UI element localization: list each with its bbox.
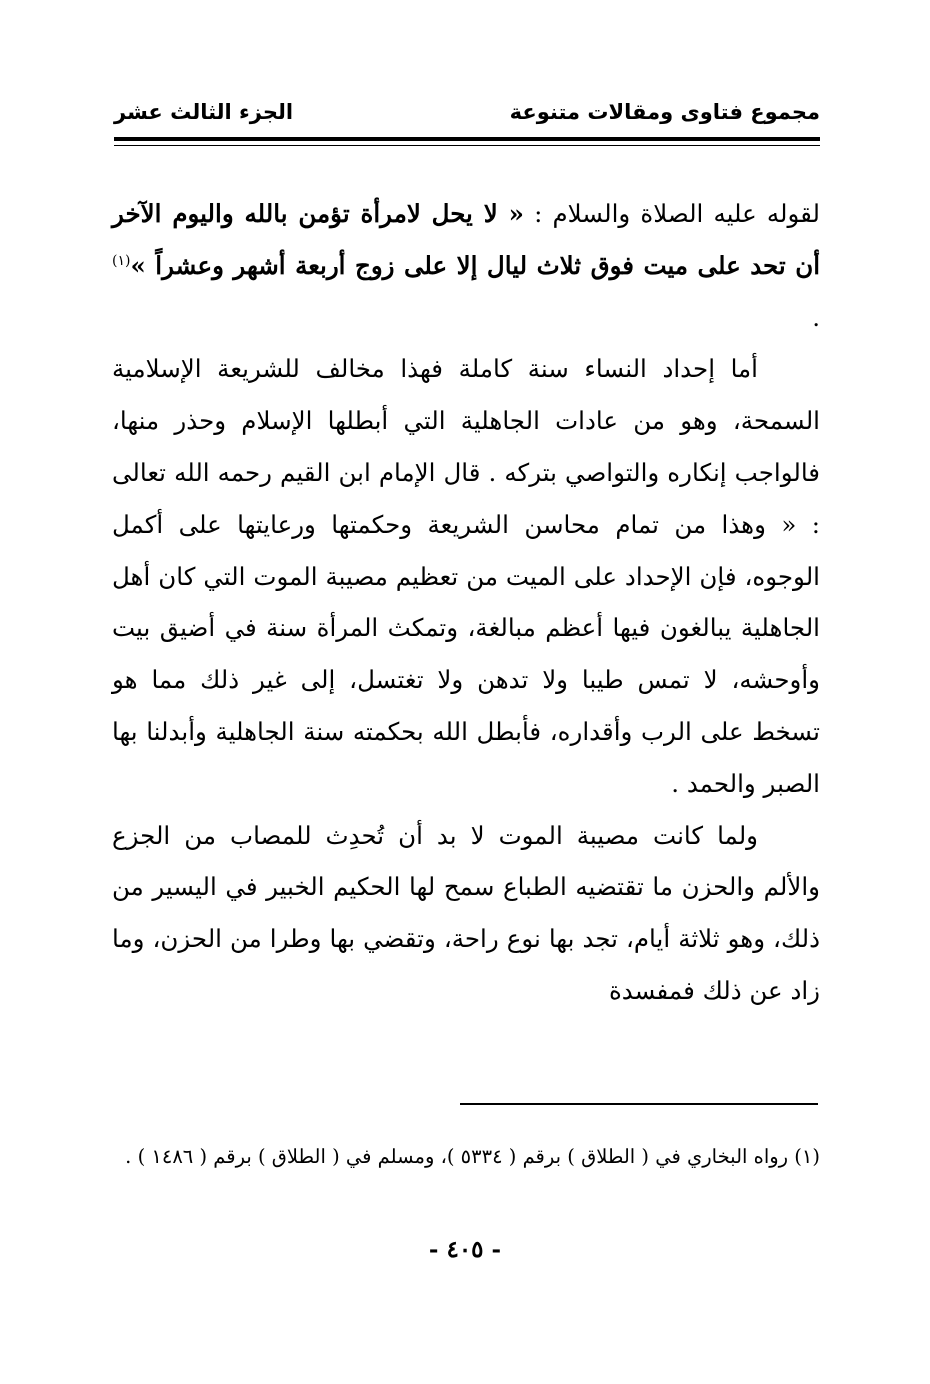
running-header	[114, 100, 820, 130]
paragraph-2: أما إحداد النساء سنة كاملة فهذا مخالف للشريعة الإسلامية السمحة، وهو من عادات الجاهلية التي أبطلها الإسلام وحذر منها، فالواجب إنكاره والتواصي بتركه . قال الإمام ابن القيم رحمه الله تعالى : « وهذا من تمام محاسن الشريعة وحكمتها ورعايتها على أكمل الوجوه، فإن الإحداد على الميت من تعظيم مصيبة الموت التي كان أهل الجاهلية يبالغون فيها أعظم مبالغة، وتمكث المرأة سنة في أضيق بيت وأوحشه، لا تمس طيبا ولا تدهن ولا تغتسل، إلى غير ذلك مما هو تسخط على الرب وأقداره، فأبطل الله بحكمته سنة الجاهلية وأبدلنا بها الصبر والحمد .	[112, 354, 820, 798]
main-text	[112, 188, 820, 1017]
p1-intro: لقوله عليه الصلاة والسلام :	[523, 199, 820, 228]
header-rule-thick	[114, 137, 820, 141]
p1-end: .	[812, 302, 820, 332]
volume-label: الجزء الثالث عشر	[114, 100, 294, 124]
footnote	[112, 1138, 820, 1175]
footnote-text: (١) رواه البخاري في ( الطلاق ) برقم ( ٥٣٣٤ )، ومسلم في ( الطلاق ) برقم ( ١٤٨٦ ) .	[125, 1145, 820, 1168]
header-rule-thin	[114, 145, 820, 146]
footnote-ref: (١)	[112, 252, 131, 269]
hadith-quote: « لا يحل لامرأة تؤمن بالله واليوم الآخر أن تحد على ميت فوق ثلاث ليال إلا على زوج أربعة أشهر وعشراً »	[112, 199, 820, 280]
paragraph-3: ولما كانت مصيبة الموت لا بد أن تُحدِث للمصاب من الجزع والألم والحزن ما تقتضيه الطباع سمح لها الحكيم الخبير في اليسير من ذلك، وهو ثلاثة أيام، تجد بها نوع راحة، وتقضي بها وطرا من الحزن، وما زاد عن ذلك فمفسدة	[112, 820, 820, 1005]
footnote-rule	[460, 1103, 818, 1105]
book-title: مجموع فتاوى ومقالات متنوعة	[509, 100, 820, 124]
page-number: - ٤٠٥ -	[428, 1236, 502, 1263]
paragraph-1	[112, 188, 820, 343]
